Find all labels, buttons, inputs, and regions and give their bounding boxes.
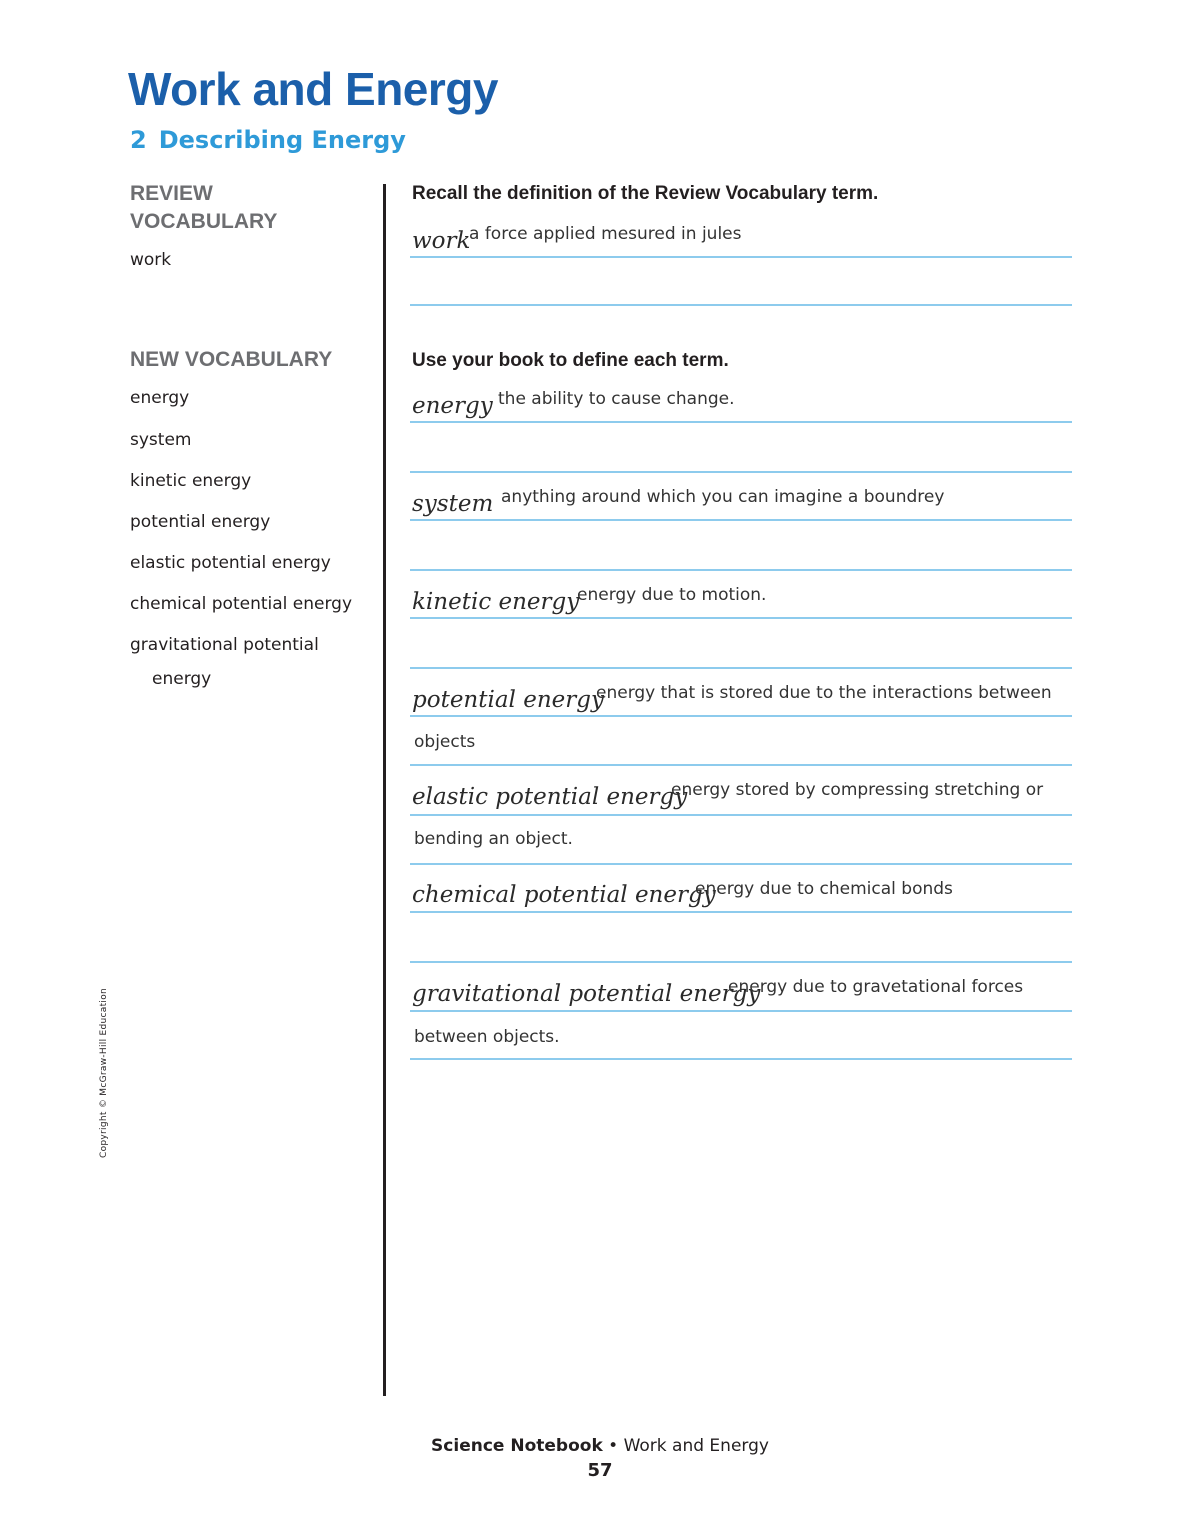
footer-separator: • [608,1436,619,1456]
definition-elastic-potential-energy[interactable]: energy stored by compressing stretching or [671,780,1044,800]
new-instruction: Use your book to define each term. [412,350,729,371]
answer-line [410,667,1072,669]
lesson-subtitle [130,126,406,154]
review-term-label: work [412,228,471,254]
answer-line [410,764,1072,766]
term-chemical-potential-energy: chemical potential energy [412,882,716,908]
term-kinetic-energy: kinetic energy [412,589,580,615]
page-title: Work and Energy [128,63,498,115]
answer-line [410,519,1072,521]
lesson-number: 2 [130,126,147,154]
new-term-chemical-potential-energy: chemical potential energy [130,594,353,614]
answer-line [410,1010,1072,1012]
footer [0,1436,1200,1456]
definition-energy[interactable]: the ability to cause change. [498,389,735,409]
column-divider [383,184,386,1396]
answer-line [410,961,1072,963]
definition-elastic-potential-energy-cont[interactable]: bending an object. [414,829,573,849]
definition-kinetic-energy[interactable]: energy due to motion. [577,585,767,605]
definition-potential-energy[interactable]: energy that is stored due to the interactions between [596,683,1052,703]
footer-chapter: Work and Energy [623,1436,769,1456]
answer-line [410,911,1072,913]
review-definition[interactable]: a force applied mesured in jules [469,224,742,244]
review-instruction: Recall the definition of the Review Vocabulary term. [412,183,879,204]
definition-potential-energy-cont[interactable]: objects [414,732,476,752]
answer-line [410,421,1072,423]
footer-notebook: Science Notebook [431,1436,603,1456]
vocabulary-sidebar [130,180,370,689]
page-number: 57 [587,1460,613,1481]
term-system: system [412,491,494,517]
definition-chemical-potential-energy[interactable]: energy due to chemical bonds [695,879,953,899]
definition-gravitational-potential-energy-cont[interactable]: between objects. [414,1027,560,1047]
answer-line [410,814,1072,816]
new-term-energy: energy [130,388,190,408]
new-term-gravitational-potential-cont: energy [152,669,212,689]
new-vocabulary-heading: NEW VOCABULARY [130,348,333,371]
new-term-potential-energy: potential energy [130,512,271,532]
answer-line [410,715,1072,717]
definition-gravitational-potential-energy[interactable]: energy due to gravetational forces [728,977,1024,997]
answer-line [410,617,1072,619]
review-term-work: work [130,250,172,270]
term-potential-energy: potential energy [412,687,604,713]
new-term-kinetic-energy: kinetic energy [130,471,252,491]
term-gravitational-potential-energy: gravitational potential energy [412,981,761,1007]
new-term-system: system [130,430,192,450]
copyright-notice: Copyright © McGraw-Hill Education [99,987,109,1158]
answer-line [410,569,1072,571]
new-term-gravitational-potential: gravitational potential [130,635,319,655]
term-elastic-potential-energy: elastic potential energy [412,784,688,810]
answer-line [410,1058,1072,1060]
lesson-title: Describing Energy [158,126,406,154]
answer-line [410,304,1072,306]
new-term-elastic-potential-energy: elastic potential energy [130,553,331,573]
answer-line [410,256,1072,258]
definition-system[interactable]: anything around which you can imagine a boundrey [501,487,945,507]
term-energy: energy [412,393,493,419]
review-vocabulary-heading: REVIEW VOCABULARY [130,182,278,233]
answer-line [410,863,1072,865]
answer-line [410,471,1072,473]
